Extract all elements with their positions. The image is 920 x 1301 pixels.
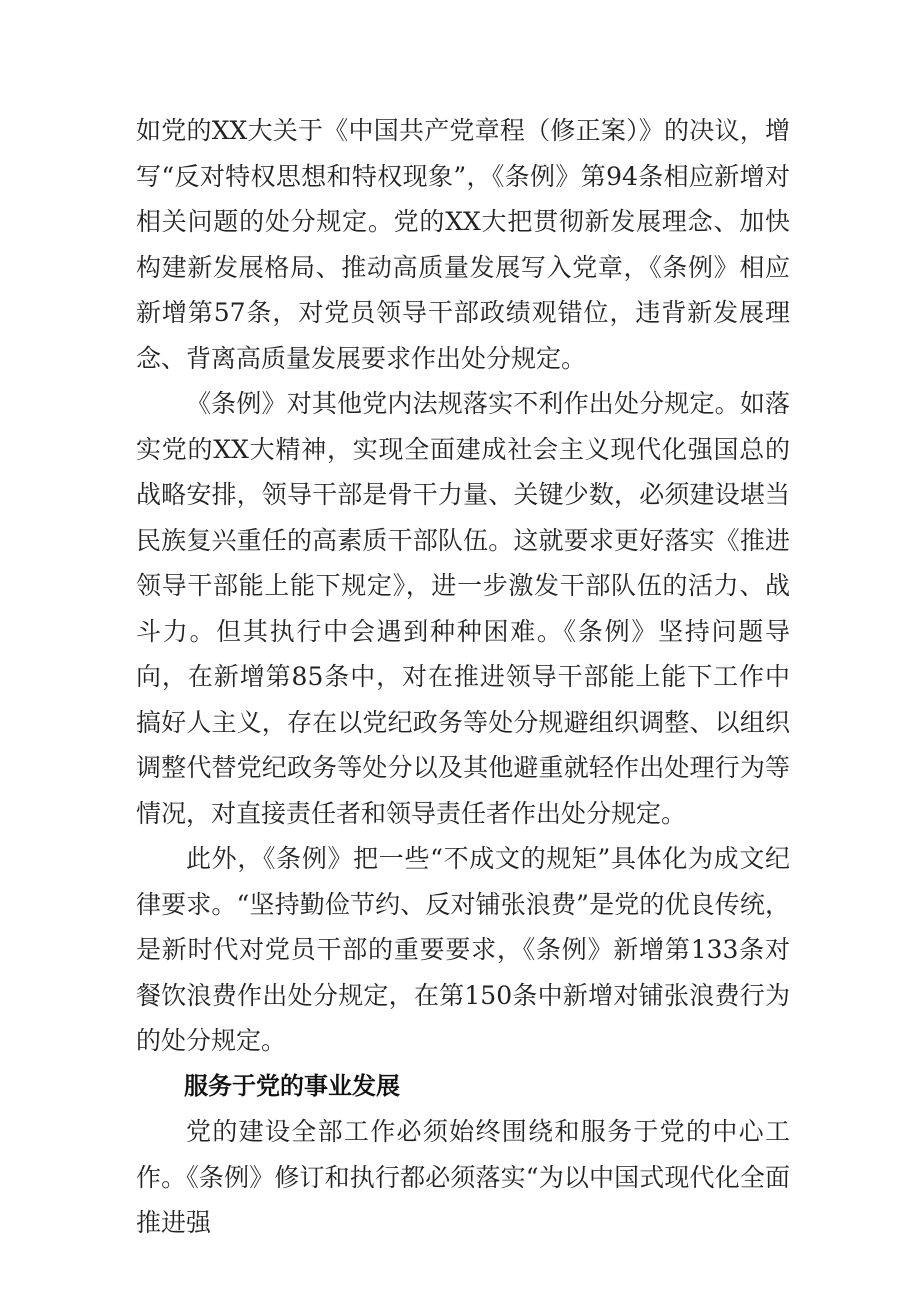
section-heading: 服务于党的事业发展 [184, 1071, 400, 1100]
paragraph-unwritten-rules: 此外，《条例》把一些“不成文的规矩”具体化为成文纪律要求。“坚持勤俭节约、反对铺张浪费”是党的优良传统，是新时代对党员干部的重要要求，《条例》新增第133条对餐饮浪费作出处分规定，在第150条中新增对铺张浪费行为的处分规定。 [136, 844, 790, 1055]
document-body [136, 108, 790, 1246]
paragraph-central-work: 党的建设全部工作必须始终围绕和服务于党的中心工作。《条例》修订和执行都必须落实“为以中国式现代化全面推进强 [136, 1117, 790, 1237]
paragraph-continued: 如党的XX大关于《中国共产党章程（修正案）》的决议，增写“反对特权思想和特权现象”，《条例》第94条相应新增对相关问题的处分规定。党的XX大把贯彻新发展理念、加快构建新发展格局、推动高质量发展写入党章，《条例》相应新增第57条，对党员领导干部政绩观错位，违背新发展理念、背离高质量发展要求作出处分规定。 [136, 116, 790, 373]
paragraph-other-regulations: 《条例》对其他党内法规落实不利作出处分规定。如落实党的XX大精神，实现全面建成社会主义现代化强国总的战略安排，领导干部是骨干力量、关键少数，必须建设堪当民族复兴重任的高素质干部队伍。这就要求更好落实《推进领导干部能上能下规定》，进一步激发干部队伍的活力、战斗力。但其执行中会遇到种种困难。《条例》坚持问题导向，在新增第85条中，对在推进领导干部能上能下工作中搞好人主义，存在以党纪政务等处分规避组织调整、以组织调整代替党纪政务等处分以及其他避重就轻作出处理行为等情况，对直接责任者和领导责任者作出处分规定。 [136, 389, 790, 828]
